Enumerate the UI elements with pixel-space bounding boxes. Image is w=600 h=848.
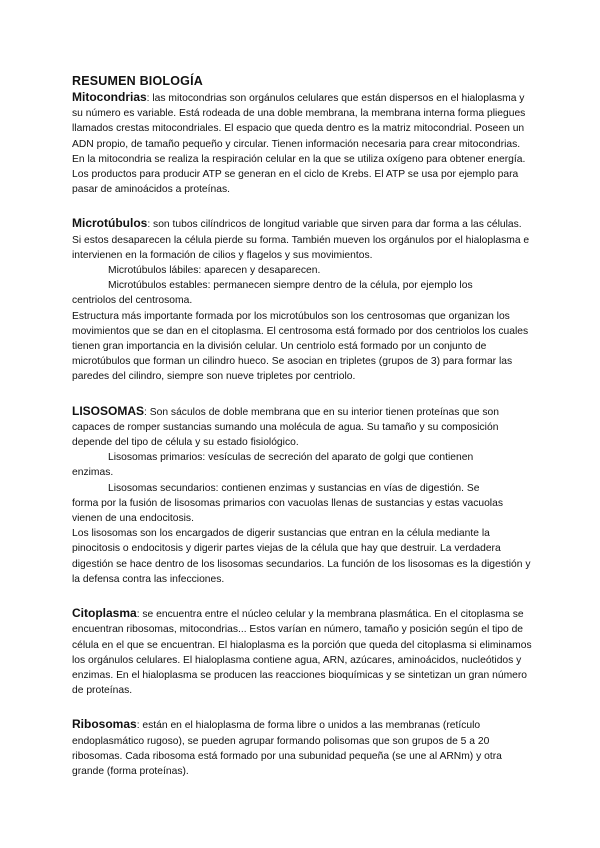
heading-citoplasma: Citoplasma	[72, 606, 137, 621]
section-citoplasma	[72, 606, 532, 698]
heading-mitocondrias: Mitocondrias	[72, 90, 147, 104]
microtubulos-estables: Microtúbulos estables: permanecen siempre dentro de la célula, por ejemplo los	[108, 280, 473, 292]
heading-ribosomas: Ribosomas	[72, 717, 137, 732]
lisosomas-primarios: Lisosomas primarios: vesículas de secreción del aparato de golgi que contienen	[108, 452, 474, 464]
section-ribosomas	[72, 717, 532, 779]
section-microtubulos	[72, 216, 532, 263]
document-content	[72, 74, 532, 779]
section-mitocondrias	[72, 90, 532, 197]
microtubulos-labiles: Microtúbulos lábiles: aparecen y desaparecen.	[108, 265, 321, 277]
lisosomas-secundarios: Lisosomas secundarios: contienen enzimas y sustancias en vías de digestión. Se	[108, 482, 480, 494]
section-lisosomas	[72, 404, 532, 451]
text-citoplasma: : se encuentra entre el núcleo celular y la membrana plasmática. En el citoplasma se encuentran ribosomas, mitocondrias... Estos varían en número, tamaño y posición según el tipo de célula en el que se encuentran. El hialoplasma es la porción que queda del citoplasma si eliminamos los orgánulos celulares. El hialoplasma contiene agua, ARN, azúcares, aminoácidos, nucleótidos y enzimas. En el hialoplasma se producen las reacciones bioquímicas y se sintetizan un gran número de proteínas.	[72, 609, 532, 697]
document-title: RESUMEN BIOLOGÍA	[72, 74, 203, 88]
text-lisosomas-2: Los lisosomas son los encargados de digerir sustancias que entran en la célula mediante la pinocitosis o endocitosis y digerir partes viejas de la célula que hay que destruir. La verdadera digestión se hace dentro de los lisosomas secundarios. La función de los lisosomas es la digestión y la defensa contra las infecciones.	[72, 528, 531, 585]
text-microtubulos: : son tubos cilíndricos de longitud variable que sirven para dar forma a las células. Si estos desaparecen la célula pierde su forma. También mueven los orgánulos por el hialoplasma e intervienen en la formación de cilios y flagelos y sus movimientos.	[72, 219, 530, 261]
text-mitocondrias: : las mitocondrias son orgánulos celulares que están dispersos en el hialoplasma y su número es variable. Está rodeada de una doble membrana, la membrana interna forma pliegues llamados crestas mitocondriales. El espacio que queda dentro es la matriz mitocondrial. Poseen un ADN propio, de tamaño pequeño y circular. Tienen información necesaria para crear mitocondrias. En la mitocondria se realiza la respiración celular en la que se utiliza oxígeno para obtener energía. Los productos para producir ATP se generan en el ciclo de Krebs. El ATP se usa por ejemplo para pasar de aminoácidos a proteínas.	[72, 93, 526, 196]
text-microtubulos-2: Estructura más importante formada por los microtúbulos son los centrosomas que organizan los movimientos que se dan en el citoplasma. El centrosoma está formado por dos centriolos los cuales tienen gran importancia en la división celular. Un centriolo está formado por un conjunto de microtúbulos que forman un cilindro hueco. Se asocian en tripletes (grupos de 3) para formar las paredes del cilindro, siempre son nueve tripletes por centriolo.	[72, 310, 529, 383]
lisosomas-primarios-cont: enzimas.	[72, 467, 114, 479]
text-lisosomas: : Son sáculos de doble membrana que en su interior tienen proteínas que son capaces de romper sustancias sumando una molécula de agua. Su tamaño y su composición depende del tipo de célula y su estado fisiológico.	[72, 406, 499, 449]
heading-lisosomas: LISOSOMAS	[72, 403, 145, 418]
lisosomas-secundarios-cont: forma por la fusión de lisosomas primarios con vacuolas llenas de sustancias y estas vacuolas vienen de una endocitosis.	[72, 497, 503, 525]
microtubulos-estables-cont: centriolos del centrosoma.	[72, 295, 193, 307]
heading-microtubulos: Microtúbulos	[72, 216, 148, 231]
text-ribosomas: : están en el hialoplasma de forma libre o unidos a las membranas (retículo endoplasmático rugoso), se pueden agrupar formando polisomas que son grupos de 5 a 20 ribosomas. Cada ribosoma está formado por una subunidad pequeña (se une al ARNm) y otra grande (forma proteínas).	[72, 720, 502, 777]
